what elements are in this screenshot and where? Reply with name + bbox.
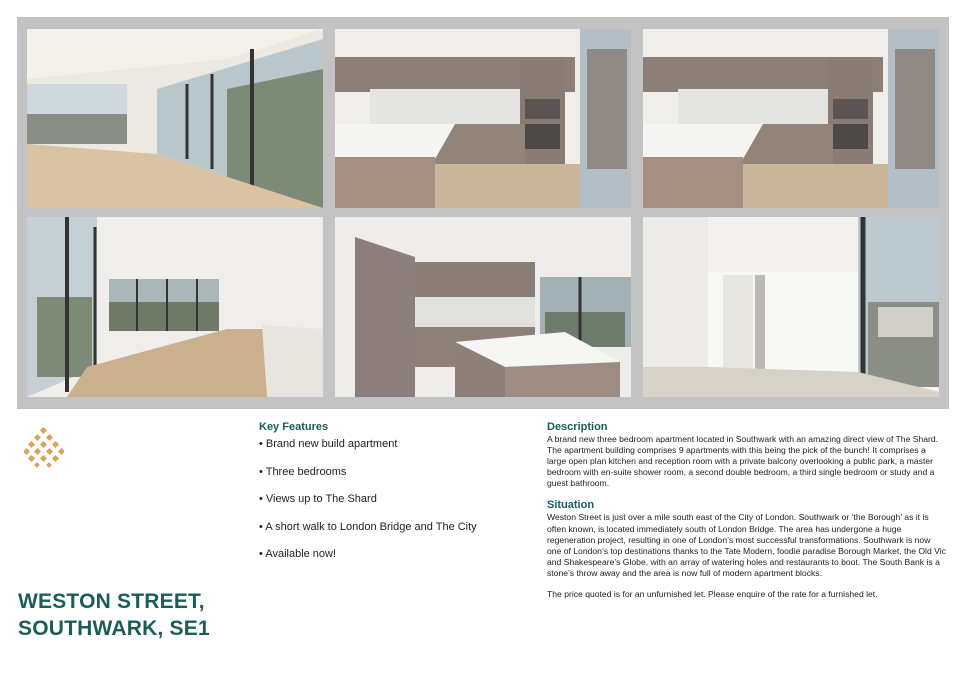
description-heading: Description bbox=[547, 421, 608, 433]
photo-kitchen-island[interactable] bbox=[335, 217, 631, 397]
key-features-section bbox=[259, 421, 519, 576]
living-room-image bbox=[27, 29, 323, 208]
photo-kitchen-2[interactable] bbox=[643, 29, 939, 208]
feature-item: • Brand new build apartment bbox=[259, 438, 519, 466]
kitchen-image bbox=[335, 29, 631, 208]
situation-text: Weston Street is just over a mile south east of the City of London. Southwark or ‘the Borough’ as it is often known, is located immediately south of London Bridge. The area has undergone a huge regeneration project, resulting in one of London’s most successful transformations. Southwark is now one of London’s top destinations thanks to the Tate Modern, foodie paradise Borough Market, the Old Vic and Shakespeare’s Globe, with an array of watering holes and restaurants to boot. The South Bank is a stone’s throw away and the area is now full of modern apartment blocks. bbox=[547, 512, 946, 578]
key-features-heading: Key Features bbox=[259, 421, 329, 433]
photo-reception[interactable] bbox=[27, 217, 323, 397]
logo-diamond-icon bbox=[24, 426, 64, 468]
title-line-street: WESTON STREET, bbox=[18, 590, 205, 613]
feature-item: • Views up to The Shard bbox=[259, 493, 519, 521]
description-text: A brand new three bedroom apartment located in Southwark with an amazing direct view of The Shard. The apartment building comprises 9 apartments with this being the pick of the bunch! It comprises a large open plan kitchen and reception room with a private balcony overlooking a public park, a master bedroom with en-suite shower room, a second double bedroom, a third single bedroom or study and a guest bathroom. bbox=[547, 434, 939, 489]
reception-image bbox=[27, 217, 323, 397]
feature-item: • Three bedrooms bbox=[259, 466, 519, 494]
photo-bedroom[interactable] bbox=[643, 217, 939, 397]
feature-item: • Available now! bbox=[259, 548, 519, 576]
photo-gallery bbox=[17, 17, 949, 409]
photo-kitchen-1[interactable] bbox=[335, 29, 631, 208]
kitchen-image bbox=[643, 29, 939, 208]
key-features-list bbox=[259, 438, 519, 576]
price-note: The price quoted is for an unfurnished let. Please enquire of the rate for a furnished let. bbox=[547, 589, 878, 600]
property-title bbox=[18, 588, 210, 642]
kitchen-island-image bbox=[335, 217, 631, 397]
bedroom-image bbox=[643, 217, 939, 397]
feature-item: • A short walk to London Bridge and The City bbox=[259, 521, 519, 549]
company-logo bbox=[24, 426, 64, 468]
photo-living-room[interactable] bbox=[27, 29, 323, 208]
description-section bbox=[547, 421, 947, 600]
title-line-area: SOUTHWARK, SE1 bbox=[18, 617, 210, 640]
situation-heading: Situation bbox=[547, 499, 595, 512]
